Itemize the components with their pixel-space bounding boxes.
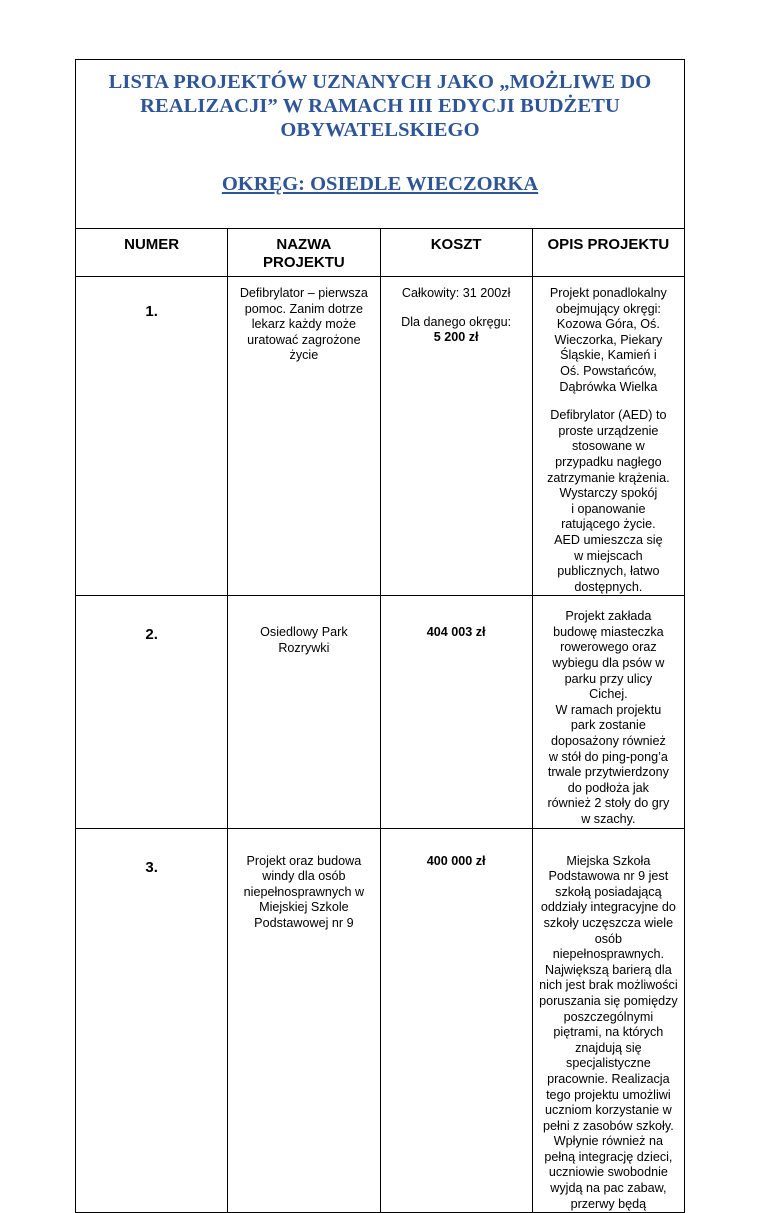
project-name: Projekt oraz budowa windy dla osób niepełnosprawnych w Miejskiej Szkole Podstawowej nr 9 <box>243 853 365 930</box>
header-cell <box>76 60 685 229</box>
table-row <box>76 828 685 1213</box>
row-description <box>532 277 684 596</box>
description-paragraph: Defibrylator (AED) to proste urządzenie stosowane w przypadku nagłego zatrzymanie krążenia. Wystarczy spokój <box>547 408 670 501</box>
table-row <box>76 277 685 596</box>
cost-district-value: 5 200 zł <box>433 330 479 345</box>
row-name <box>228 596 380 828</box>
description-paragraph: Projekt zakłada budowę miasteczka rowerowego oraz wybiegu dla psów w parku przy ulicy Cichej. <box>552 609 665 702</box>
row-number-label: 1. <box>145 303 158 320</box>
column-header-description: OPIS PROJEKTU <box>532 229 684 277</box>
row-cost <box>380 277 532 596</box>
description-paragraph: Projekt ponadlokalny obejmujący okręgi: Kozowa Góra, Oś. Wieczorka, Piekary Śląskie, Kamień i Oś. Powstańców, Dąbrówka Wielka <box>549 286 667 394</box>
row-cost <box>380 828 532 1213</box>
row-number-label: 2. <box>145 626 158 644</box>
project-name: Osiedlowy Park Rozrywki <box>260 625 348 655</box>
row-number <box>76 277 228 596</box>
cost-district-label: Dla danego okręgu: <box>401 314 512 329</box>
row-number-label: 3. <box>145 858 158 876</box>
description-paragraph: W ramach projektu park zostanie doposażony również w stół do ping-pong’a trwale przytwierdzony do podłoża jak również 2 stoły do gry w szachy. <box>547 702 670 826</box>
cost-value: 400 000 zł <box>426 853 486 868</box>
table-row <box>76 596 685 828</box>
column-header-name-label: NAZWA PROJEKTU <box>263 236 345 271</box>
project-name: Defibrylator – pierwsza pomoc. Zanim dotrze lekarz każdy może uratować zagrożone życie <box>239 286 368 363</box>
column-header-number: NUMER <box>76 229 228 277</box>
cost-total: Całkowity: 31 200zł <box>401 286 511 300</box>
row-description <box>532 828 684 1213</box>
description-paragraph: i opanowanie ratującego życie. AED umieszcza się w miejscach publicznych, łatwo dostępnych. <box>554 501 663 594</box>
column-header-row <box>76 229 685 277</box>
row-cost <box>380 596 532 828</box>
district-title: OKRĘG: OSIEDLE WIECZORKA <box>221 173 539 195</box>
row-description <box>532 596 684 828</box>
column-header-name <box>228 229 380 277</box>
description-paragraph: Miejska Szkoła Podstawowa nr 9 jest szkołą posiadającą oddziały integracyjne do szkoły uczęszcza wiele osób niepełnosprawnych. Największą barierą dla nich jest brak możliwości poruszania się pomiędzy poszczególnymi piętrami, na których znajdują się specjalistyczne pracownie. Realizacja tego projektu umożliwi uczniom korzystanie w pełni z zasobów szkoły. Wpłynie również na pełną integrację dzieci, uczniowie swobodnie wyjdą na pac zabaw, przerwy będą <box>539 853 678 1211</box>
column-header-cost: KOSZT <box>380 229 532 277</box>
row-name <box>228 828 380 1213</box>
document-title: LISTA PROJEKTÓW UZNANYCH JAKO „MOŻLIWE DO REALIZACJI” W RAMACH III EDYCJI BUDŻETU OBYWATELSKIEGO <box>108 71 652 141</box>
row-number <box>76 596 228 828</box>
row-number <box>76 828 228 1213</box>
document-page <box>75 59 685 1211</box>
projects-table <box>75 59 685 1213</box>
cost-value: 404 003 zł <box>426 625 486 640</box>
row-name <box>228 277 380 596</box>
